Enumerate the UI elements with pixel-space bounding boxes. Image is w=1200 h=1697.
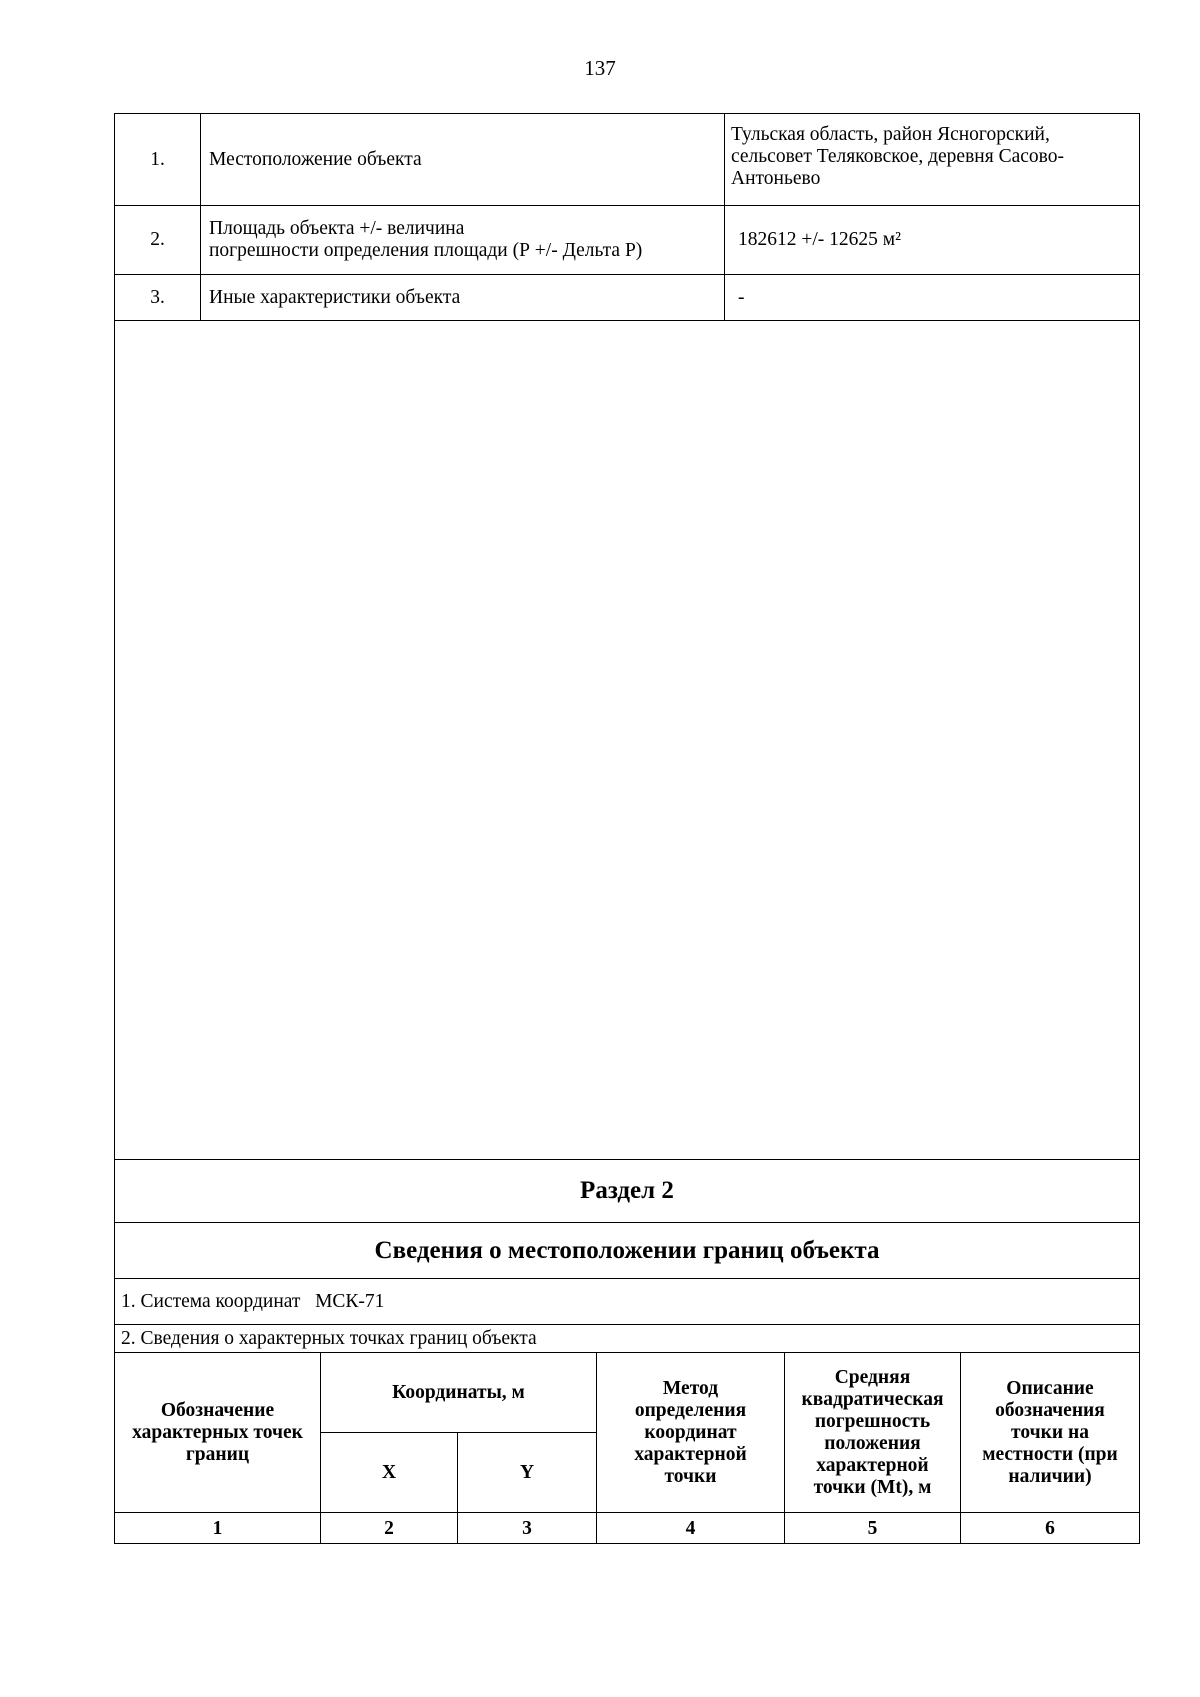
header-line: наличии) (1008, 1465, 1092, 1487)
label-line: погрешности определения площади (Р +/- Дельта Р) (209, 240, 643, 261)
section-title: Раздел 2 (580, 1177, 674, 1204)
header-x: X (321, 1433, 458, 1513)
row-number: 1. (115, 114, 201, 205)
header-line: погрешность (814, 1410, 931, 1432)
header-line: квадратическая (801, 1388, 944, 1410)
column-number: 5 (785, 1513, 961, 1544)
row-value (725, 114, 1139, 205)
row-value: 182612 +/- 12625 м² (738, 229, 901, 250)
row-label: Иные характеристики объекта (201, 275, 725, 320)
header-point-designation (115, 1353, 321, 1513)
value-line: Тульская область, район Ясногорский, (731, 124, 1050, 145)
header-line: характерной (816, 1454, 929, 1476)
header-line: Метод (662, 1377, 719, 1399)
blank-area (115, 321, 1139, 1160)
info-row-other (115, 275, 1139, 321)
row-value: - (738, 286, 745, 308)
coord-system-row (115, 1279, 1139, 1325)
info-row-area (115, 206, 1139, 275)
column-number: 4 (597, 1513, 785, 1544)
points-caption-row (115, 1325, 1139, 1353)
label-line: Площадь объекта +/- величина (209, 218, 465, 239)
column-number: 1 (115, 1513, 321, 1544)
row-number: 2. (115, 206, 201, 274)
header-line: точки (Mt), м (813, 1476, 932, 1498)
document-frame (114, 113, 1140, 1544)
row-number: 3. (115, 275, 201, 320)
column-number: 3 (458, 1513, 597, 1544)
header-y: Y (458, 1433, 597, 1513)
column-number: 6 (1045, 1517, 1055, 1539)
section-title-row (115, 1160, 1139, 1223)
value-line: Антоньево (731, 168, 821, 189)
section-subtitle: Сведения о местоположении границ объекта (374, 1236, 880, 1264)
header-method (597, 1353, 785, 1513)
header-line: Описание (1006, 1377, 1094, 1399)
section-subtitle-row (115, 1223, 1139, 1279)
header-coordinates: Координаты, м (321, 1353, 597, 1433)
header-line: точки (664, 1465, 717, 1487)
points-caption: 2. Сведения о характерных точках границ объекта (121, 1327, 537, 1349)
row-label: Местоположение объекта (201, 114, 725, 205)
header-line: характерных точек (132, 1421, 303, 1443)
header-line: определения (634, 1399, 747, 1421)
header-line: Обозначение (160, 1399, 275, 1421)
coord-system: 1. Система координат МСК-71 (121, 1290, 385, 1312)
header-line: границ (185, 1443, 250, 1465)
header-mean-error (785, 1353, 961, 1513)
coordinates-table (115, 1353, 1139, 1544)
header-line: обозначения (995, 1399, 1105, 1421)
info-row-location (115, 114, 1139, 206)
header-line: Средняя (834, 1366, 911, 1388)
header-line: точки на (1011, 1421, 1089, 1443)
column-number: 2 (321, 1513, 458, 1544)
header-line: положения (824, 1432, 921, 1454)
header-description (961, 1353, 1139, 1513)
header-line: местности (при (982, 1443, 1118, 1465)
row-label (201, 206, 725, 274)
page-number: 137 (584, 56, 616, 80)
header-line: координат (644, 1421, 737, 1443)
value-line: сельсовет Теляковское, деревня Сасово- (731, 146, 1064, 167)
header-line: характерной (634, 1443, 747, 1465)
